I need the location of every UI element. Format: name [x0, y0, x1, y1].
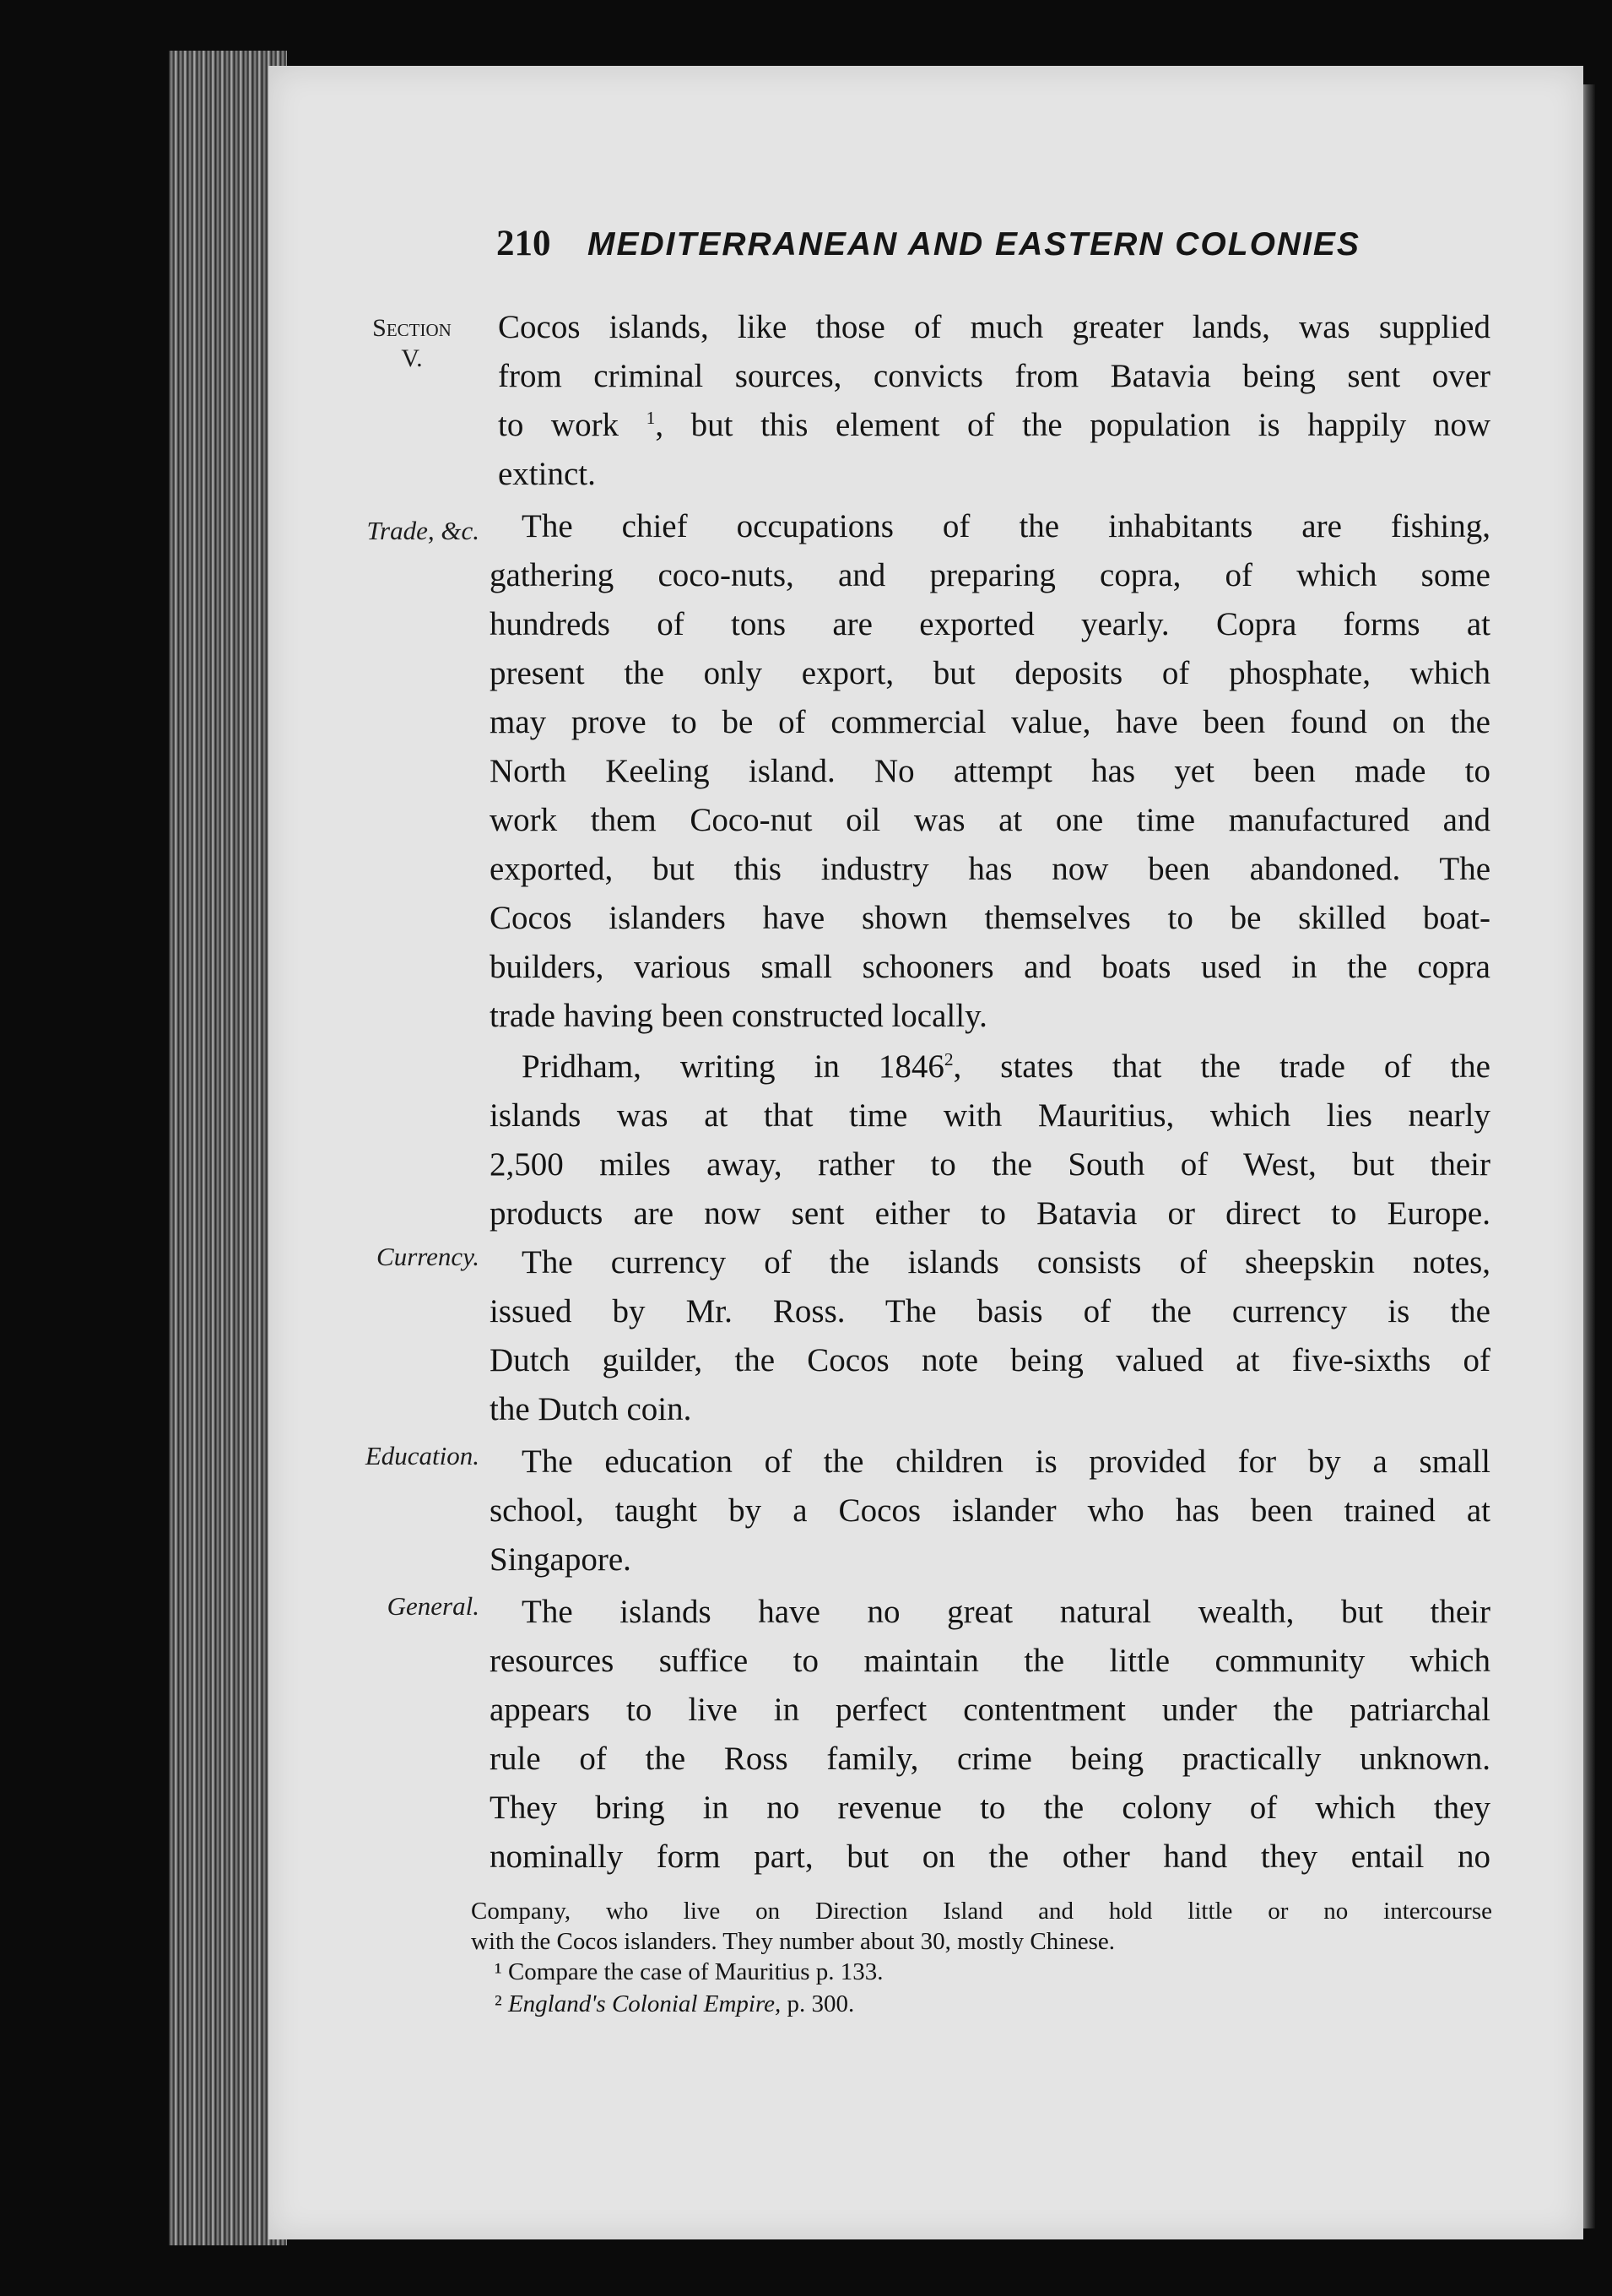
body-line: North Keeling island. No attempt has yet been made to: [490, 753, 1490, 789]
body-line: Cocos islanders have shown themselves to be skilled boat-: [490, 900, 1490, 936]
body-line: present the only export, but deposits of phosphate, which: [490, 655, 1490, 691]
body-line: products are now sent either to Batavia or direct to Europe.: [490, 1195, 1490, 1232]
body-line: may prove to be of commercial value, have been found on the: [490, 704, 1490, 740]
body-line: to work $^1$, but this element of the population is happily now: [498, 407, 1490, 443]
body-line: school, taught by a Cocos islander who has been trained at: [490, 1492, 1490, 1529]
body-line: Dutch guilder, the Cocos note being valued at five-sixths of: [490, 1342, 1490, 1378]
body-line: exported, but this industry has now been abandoned. The: [490, 851, 1490, 887]
body-line: The currency of the islands consists of sheepskin notes,: [522, 1244, 1490, 1281]
body-line: The education of the children is provided for by a small: [522, 1443, 1490, 1480]
body-line: Singapore.: [490, 1541, 631, 1578]
body-line: Pridham, writing in 1846$^2$, states that the trade of the: [522, 1048, 1490, 1085]
body-line: issued by Mr. Ross. The basis of the currency is the: [490, 1293, 1490, 1329]
footnote-2: [495, 1992, 1516, 2017]
body-line: appears to live in perfect contentment under the patriarchal: [490, 1692, 1490, 1728]
footnote-2-marker: ²: [495, 1990, 502, 2017]
body-line: resources suffice to maintain the little community which: [490, 1643, 1490, 1679]
body-line: trade having been constructed locally.: [490, 998, 987, 1034]
body-line: work them Coco-nut oil was at one time manufactured and: [490, 802, 1490, 838]
body-line: hundreds of tons are exported yearly. Copra forms at: [490, 606, 1490, 642]
body-line: builders, various small schooners and boats used in the copra: [490, 949, 1490, 985]
footnote-1-marker: ¹: [495, 1958, 502, 1985]
body-line: the Dutch coin.: [490, 1391, 692, 1427]
footnote-continued-line: with the Cocos islanders. They number about 30, mostly Chinese.: [471, 1928, 1116, 1955]
margin-note-currency: Currency.: [376, 1242, 479, 1271]
body-line: nominally form part, but on the other hand they entail no: [490, 1838, 1490, 1875]
body-line: rule of the Ross family, crime being practically unknown.: [490, 1741, 1490, 1777]
margin-note-trade: Trade, &c.: [366, 516, 479, 545]
footnote-ref-1: 1: [646, 408, 656, 428]
body-line: extinct.: [498, 456, 596, 492]
book-page: [268, 66, 1583, 2239]
body-line: islands was at that time with Mauritius, which lies nearly: [490, 1097, 1490, 1134]
running-head: [496, 223, 1560, 264]
footnote-1-text: Compare the case of Mauritius p. 133.: [507, 1958, 884, 1985]
margin-note-general: General.: [387, 1591, 479, 1621]
body-line: They bring in no revenue to the colony of which they: [490, 1790, 1490, 1826]
running-head-title: MEDITERRANEAN AND EASTERN COLONIES: [587, 226, 1360, 263]
body-line: gathering coco-nuts, and preparing copra, of which some: [490, 557, 1490, 593]
body-line: The islands have no great natural wealth, but their: [522, 1594, 1490, 1630]
margin-note-section-number: V.: [401, 344, 423, 372]
page-number: 210: [496, 224, 551, 263]
margin-note-section-label: Section: [372, 314, 452, 342]
body-line: Cocos islands, like those of much greater lands, was supplied: [498, 309, 1490, 345]
footnote-1: [495, 1960, 1516, 1985]
footnote-2-title: England's Colonial Empire,: [507, 1990, 782, 2017]
footnote-ref-2: 2: [944, 1049, 954, 1069]
footnote-2-text: p. 300.: [781, 1990, 855, 2017]
margin-note-education: Education.: [365, 1441, 479, 1470]
body-line: 2,500 miles away, rather to the South of West, but their: [490, 1146, 1490, 1183]
body-line: from criminal sources, convicts from Batavia being sent over: [498, 358, 1490, 394]
footnote-continued-line: Company, who live on Direction Island and hold little or no intercourse: [471, 1898, 1492, 1925]
body-line: The chief occupations of the inhabitants are fishing,: [522, 508, 1490, 544]
